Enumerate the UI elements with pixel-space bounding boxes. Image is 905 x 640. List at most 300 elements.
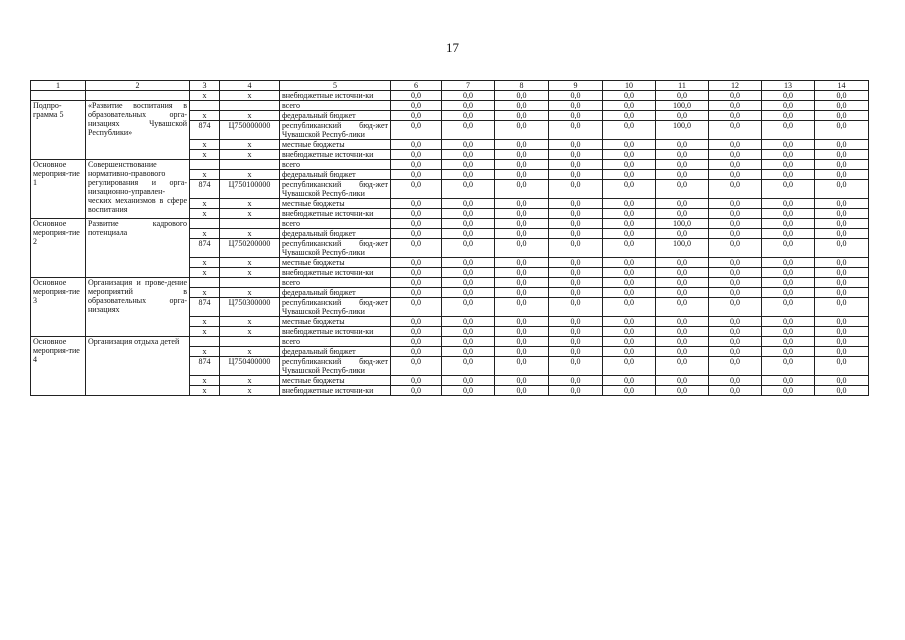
value-cell: 0,0 [495,101,549,111]
value-cell: 0,0 [815,288,869,298]
value-cell: 0,0 [603,111,656,121]
value-cell: 0,0 [762,278,815,288]
value-cell: 0,0 [442,91,495,101]
value-cell: 0,0 [603,268,656,278]
code-cell: x [220,327,280,337]
code-cell [190,219,220,229]
value-cell: 0,0 [709,347,762,357]
value-cell: 0,0 [495,357,549,376]
value-cell: 0,0 [549,278,603,288]
value-cell: 0,0 [709,209,762,219]
code-cell [220,278,280,288]
funding-source: республиканский бюд-жет Чувашской Респуб-лики [280,239,391,258]
table-row [31,337,869,347]
value-cell: 0,0 [603,347,656,357]
code-cell: x [190,327,220,337]
value-cell: 0,0 [815,239,869,258]
column-header: 7 [442,81,495,91]
code-cell: x [190,91,220,101]
value-cell: 0,0 [391,317,442,327]
code-cell [190,278,220,288]
value-cell: 0,0 [656,357,709,376]
code-cell: x [220,111,280,121]
funding-source: местные бюджеты [280,376,391,386]
value-cell: 0,0 [549,209,603,219]
code-cell: x [190,268,220,278]
value-cell: 0,0 [656,91,709,101]
value-cell: 0,0 [815,91,869,101]
value-cell: 0,0 [709,317,762,327]
code-cell: Ц750200000 [220,239,280,258]
value-cell: 0,0 [709,298,762,317]
value-cell: 0,0 [762,386,815,396]
code-cell: x [190,258,220,268]
table-row [31,219,869,229]
value-cell: 0,0 [549,327,603,337]
funding-source: внебюджетные источни-ки [280,150,391,160]
value-cell: 0,0 [709,160,762,170]
funding-source: федеральный бюджет [280,111,391,121]
value-cell: 0,0 [603,258,656,268]
value-cell: 0,0 [656,347,709,357]
value-cell: 0,0 [709,229,762,239]
value-cell: 0,0 [603,327,656,337]
value-cell: 0,0 [762,317,815,327]
value-cell: 0,0 [495,229,549,239]
value-cell: 0,0 [495,180,549,199]
value-cell: 0,0 [442,376,495,386]
value-cell: 0,0 [495,121,549,140]
value-cell: 0,0 [762,150,815,160]
value-cell: 0,0 [656,150,709,160]
table-row [31,278,869,288]
value-cell: 0,0 [442,150,495,160]
value-cell: 0,0 [709,150,762,160]
value-cell: 0,0 [495,347,549,357]
value-cell: 0,0 [391,278,442,288]
value-cell: 0,0 [709,327,762,337]
value-cell: 0,0 [549,288,603,298]
value-cell: 0,0 [495,317,549,327]
value-cell: 0,0 [603,376,656,386]
value-cell: 0,0 [442,239,495,258]
value-cell: 0,0 [391,101,442,111]
value-cell: 0,0 [442,111,495,121]
code-cell: Ц750400000 [220,357,280,376]
table-row [31,160,869,170]
value-cell: 0,0 [495,337,549,347]
code-cell: x [190,209,220,219]
funding-source: федеральный бюджет [280,347,391,357]
value-cell: 0,0 [442,170,495,180]
funding-source: республиканский бюд-жет Чувашской Респуб-лики [280,357,391,376]
value-cell: 0,0 [709,357,762,376]
code-cell [220,219,280,229]
value-cell: 0,0 [549,386,603,396]
value-cell: 0,0 [815,101,869,111]
funding-source: местные бюджеты [280,258,391,268]
value-cell: 0,0 [815,376,869,386]
value-cell: 0,0 [442,337,495,347]
value-cell: 0,0 [815,209,869,219]
value-cell: 0,0 [815,219,869,229]
value-cell: 0,0 [391,298,442,317]
code-cell: 874 [190,121,220,140]
value-cell: 0,0 [603,288,656,298]
value-cell: 0,0 [442,327,495,337]
funding-source: всего [280,160,391,170]
value-cell: 0,0 [495,111,549,121]
value-cell: 0,0 [656,317,709,327]
code-cell: x [220,386,280,396]
code-cell: Ц750300000 [220,298,280,317]
code-cell: x [220,150,280,160]
value-cell: 0,0 [815,150,869,160]
column-header: 9 [549,81,603,91]
value-cell: 0,0 [549,229,603,239]
value-cell: 0,0 [495,278,549,288]
code-cell [220,160,280,170]
code-cell: x [190,229,220,239]
program-type: Основное мероприя-тие 2 [31,219,86,278]
value-cell: 0,0 [549,268,603,278]
value-cell: 0,0 [603,160,656,170]
budget-table [30,80,869,396]
code-cell: Ц750100000 [220,180,280,199]
value-cell: 0,0 [762,357,815,376]
value-cell: 0,0 [549,239,603,258]
value-cell: 0,0 [495,327,549,337]
value-cell: 0,0 [603,239,656,258]
value-cell: 0,0 [603,229,656,239]
value-cell: 0,0 [549,150,603,160]
value-cell: 0,0 [442,298,495,317]
code-cell: x [190,288,220,298]
value-cell: 0,0 [495,160,549,170]
value-cell: 0,0 [709,258,762,268]
code-cell: 874 [190,180,220,199]
value-cell: 0,0 [495,258,549,268]
funding-source: внебюджетные источни-ки [280,268,391,278]
value-cell: 0,0 [549,170,603,180]
value-cell: 0,0 [709,278,762,288]
value-cell: 0,0 [391,121,442,140]
value-cell: 0,0 [495,239,549,258]
code-cell [190,337,220,347]
value-cell: 0,0 [495,376,549,386]
value-cell: 0,0 [762,268,815,278]
value-cell: 0,0 [549,376,603,386]
funding-source: республиканский бюд-жет Чувашской Респуб-лики [280,298,391,317]
value-cell: 0,0 [603,150,656,160]
value-cell: 0,0 [391,268,442,278]
value-cell: 0,0 [495,170,549,180]
program-type: Основное мероприя-тие 4 [31,337,86,396]
value-cell: 0,0 [709,180,762,199]
value-cell: 0,0 [495,199,549,209]
value-cell: 0,0 [549,111,603,121]
value-cell: 0,0 [549,258,603,268]
value-cell: 0,0 [815,327,869,337]
value-cell: 0,0 [709,386,762,396]
value-cell: 0,0 [603,357,656,376]
value-cell: 0,0 [549,298,603,317]
value-cell: 0,0 [762,288,815,298]
value-cell: 0,0 [442,288,495,298]
funding-source: федеральный бюджет [280,229,391,239]
code-cell: Ц750000000 [220,121,280,140]
value-cell: 0,0 [495,386,549,396]
value-cell: 0,0 [442,199,495,209]
column-header: 12 [709,81,762,91]
code-cell [190,160,220,170]
funding-source: республиканский бюд-жет Чувашской Респуб-лики [280,121,391,140]
code-cell: x [220,199,280,209]
value-cell: 0,0 [815,298,869,317]
value-cell: 0,0 [656,298,709,317]
value-cell: 0,0 [709,337,762,347]
program-name: «Развитие воспитания в образовательных орга-низациях Чувашской Республики» [86,101,190,160]
code-cell: x [220,347,280,357]
value-cell: 0,0 [391,229,442,239]
funding-source: внебюджетные источни-ки [280,209,391,219]
value-cell: 0,0 [549,101,603,111]
value-cell: 0,0 [391,111,442,121]
code-cell: x [190,140,220,150]
value-cell: 0,0 [709,101,762,111]
code-cell: x [220,229,280,239]
value-cell: 0,0 [762,327,815,337]
code-cell: x [220,288,280,298]
code-cell: x [190,386,220,396]
value-cell: 0,0 [442,219,495,229]
value-cell: 0,0 [391,160,442,170]
table-row [31,91,869,101]
value-cell: 0,0 [603,298,656,317]
value-cell: 0,0 [442,386,495,396]
value-cell: 0,0 [656,140,709,150]
value-cell: 0,0 [656,111,709,121]
column-header: 10 [603,81,656,91]
value-cell: 0,0 [442,229,495,239]
value-cell: 0,0 [549,160,603,170]
funding-source: внебюджетные источни-ки [280,386,391,396]
funding-source: местные бюджеты [280,199,391,209]
value-cell: 0,0 [762,170,815,180]
code-cell: 874 [190,357,220,376]
value-cell: 0,0 [391,347,442,357]
value-cell: 0,0 [815,199,869,209]
value-cell: 0,0 [709,268,762,278]
value-cell: 0,0 [709,376,762,386]
value-cell: 0,0 [391,288,442,298]
funding-source: федеральный бюджет [280,288,391,298]
value-cell: 0,0 [709,219,762,229]
funding-source: всего [280,101,391,111]
value-cell: 0,0 [762,91,815,101]
value-cell: 0,0 [762,376,815,386]
value-cell: 0,0 [709,288,762,298]
program-name: Совершенствование нормативно-правового регулирования и орга-низационно-управлен-ческих механизмов в сфере воспитания [86,160,190,219]
column-header: 11 [656,81,709,91]
program-name: Организация и прове-дение мероприятий в образовательных орга-низациях [86,278,190,337]
value-cell: 0,0 [815,121,869,140]
code-cell: x [220,376,280,386]
value-cell: 0,0 [656,199,709,209]
code-cell: x [220,258,280,268]
value-cell: 0,0 [391,150,442,160]
value-cell: 0,0 [549,140,603,150]
value-cell: 0,0 [656,180,709,199]
column-header: 6 [391,81,442,91]
value-cell: 0,0 [549,357,603,376]
value-cell: 0,0 [495,209,549,219]
value-cell: 0,0 [495,150,549,160]
value-cell: 100,0 [656,121,709,140]
code-cell: x [190,199,220,209]
value-cell: 0,0 [549,347,603,357]
value-cell: 100,0 [656,101,709,111]
value-cell: 0,0 [442,268,495,278]
value-cell: 0,0 [391,140,442,150]
value-cell: 0,0 [762,298,815,317]
code-cell: x [220,268,280,278]
value-cell: 0,0 [549,180,603,199]
funding-source: всего [280,278,391,288]
funding-source: местные бюджеты [280,140,391,150]
header-row [31,81,869,91]
code-cell: x [190,317,220,327]
value-cell: 0,0 [815,140,869,150]
value-cell: 0,0 [709,121,762,140]
value-cell: 0,0 [656,268,709,278]
value-cell: 0,0 [762,209,815,219]
value-cell: 0,0 [391,219,442,229]
program-type: Основное мероприя-тие 3 [31,278,86,337]
value-cell: 0,0 [815,180,869,199]
column-header: 14 [815,81,869,91]
value-cell: 0,0 [656,327,709,337]
column-header: 8 [495,81,549,91]
code-cell [190,101,220,111]
code-cell: x [190,111,220,121]
value-cell: 0,0 [656,376,709,386]
value-cell: 0,0 [762,258,815,268]
value-cell: 0,0 [391,239,442,258]
value-cell: 0,0 [442,317,495,327]
value-cell: 0,0 [656,386,709,396]
value-cell: 0,0 [603,219,656,229]
value-cell: 100,0 [656,239,709,258]
value-cell: 0,0 [495,288,549,298]
value-cell: 0,0 [603,140,656,150]
value-cell: 0,0 [442,180,495,199]
value-cell: 0,0 [709,91,762,101]
value-cell: 0,0 [656,160,709,170]
value-cell: 0,0 [603,170,656,180]
value-cell: 0,0 [549,199,603,209]
value-cell: 0,0 [709,140,762,150]
value-cell: 0,0 [442,357,495,376]
value-cell: 0,0 [603,278,656,288]
value-cell: 0,0 [709,199,762,209]
value-cell: 0,0 [815,337,869,347]
value-cell: 0,0 [495,268,549,278]
funding-source: внебюджетные источни-ки [280,91,391,101]
value-cell: 0,0 [815,268,869,278]
funding-source: федеральный бюджет [280,170,391,180]
value-cell: 0,0 [815,386,869,396]
value-cell: 0,0 [762,199,815,209]
type-cell [31,91,86,101]
value-cell: 0,0 [391,337,442,347]
funding-source: всего [280,219,391,229]
value-cell: 0,0 [656,258,709,268]
value-cell: 0,0 [391,170,442,180]
page-number: 17 [446,40,459,55]
value-cell: 0,0 [762,111,815,121]
value-cell: 0,0 [391,386,442,396]
value-cell: 0,0 [391,376,442,386]
value-cell: 0,0 [391,327,442,337]
value-cell: 0,0 [603,91,656,101]
value-cell: 0,0 [656,209,709,219]
code-cell: x [220,317,280,327]
value-cell: 0,0 [656,278,709,288]
code-cell: 874 [190,298,220,317]
value-cell: 0,0 [762,337,815,347]
value-cell: 0,0 [762,101,815,111]
value-cell: 0,0 [815,347,869,357]
value-cell: 0,0 [762,219,815,229]
column-header: 3 [190,81,220,91]
value-cell: 0,0 [762,180,815,199]
value-cell: 0,0 [762,121,815,140]
value-cell: 0,0 [495,91,549,101]
value-cell: 0,0 [391,357,442,376]
value-cell: 0,0 [442,101,495,111]
value-cell: 0,0 [549,337,603,347]
value-cell: 0,0 [603,199,656,209]
value-cell: 100,0 [656,219,709,229]
value-cell: 0,0 [391,209,442,219]
value-cell: 0,0 [815,278,869,288]
value-cell: 0,0 [549,317,603,327]
value-cell: 0,0 [495,219,549,229]
value-cell: 0,0 [391,258,442,268]
program-name: Развитие кадрового потенциала [86,219,190,278]
value-cell: 0,0 [391,199,442,209]
code-cell: x [190,347,220,357]
value-cell: 0,0 [549,219,603,229]
value-cell: 0,0 [656,229,709,239]
code-cell [220,101,280,111]
value-cell: 0,0 [762,347,815,357]
value-cell: 0,0 [603,337,656,347]
value-cell: 0,0 [815,111,869,121]
value-cell: 0,0 [762,140,815,150]
value-cell: 0,0 [442,140,495,150]
program-type: Основное мероприя-тие 1 [31,160,86,219]
code-cell: x [220,91,280,101]
value-cell: 0,0 [442,160,495,170]
funding-source: внебюджетные источни-ки [280,327,391,337]
column-header: 1 [31,81,86,91]
value-cell: 0,0 [603,317,656,327]
program-type: Подпро-грамма 5 [31,101,86,160]
program-name: Организация отдыха детей [86,337,190,396]
value-cell: 0,0 [815,258,869,268]
